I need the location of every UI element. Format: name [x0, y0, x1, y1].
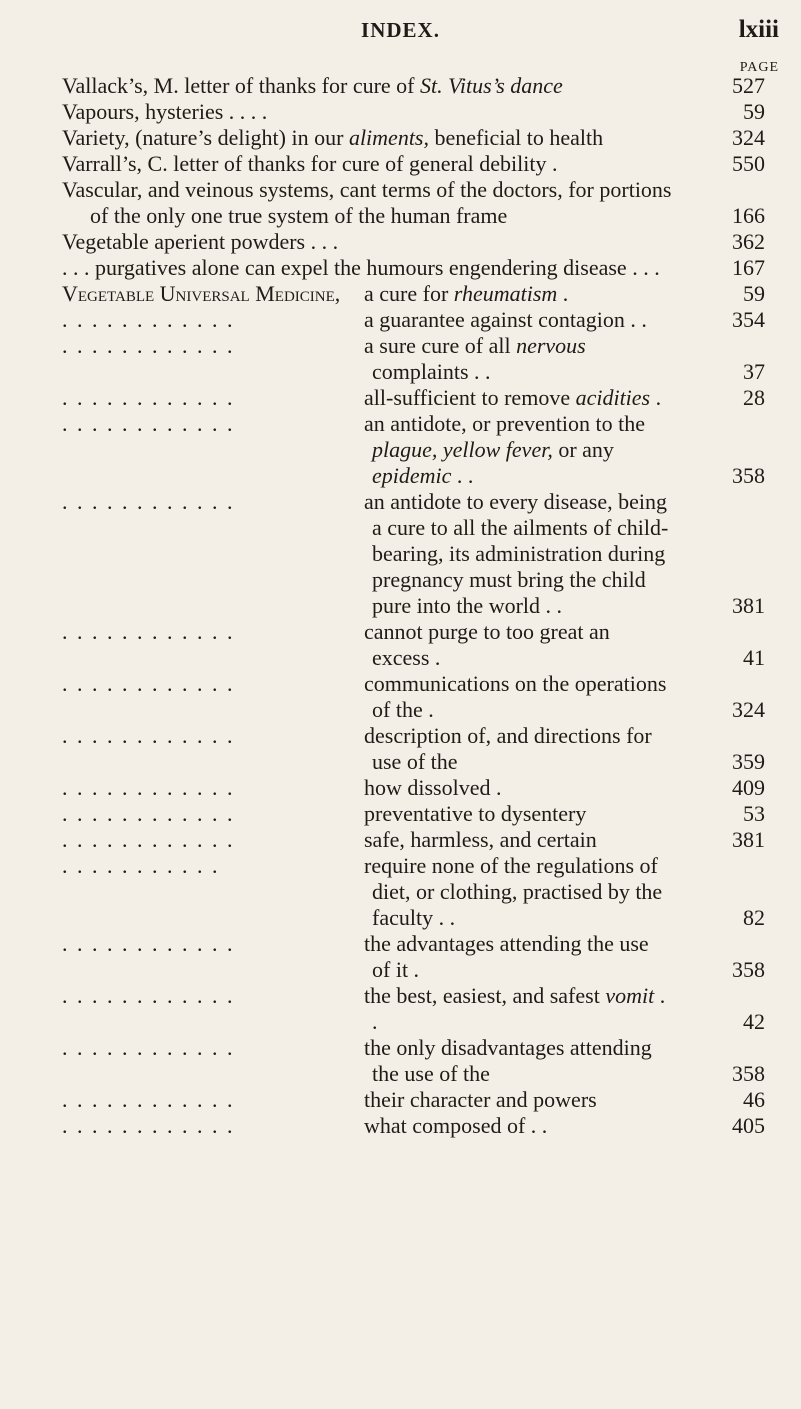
entry-page-number: 527: [732, 73, 765, 98]
index-entry: [62, 1087, 765, 1113]
entry-text: [62, 983, 765, 1035]
entry-page-number: 381: [732, 593, 765, 618]
index-entry: [62, 1035, 765, 1087]
leader-dots: . . . . . . . . . . . .: [62, 983, 235, 1008]
entry-italic: plague, yellow fever,: [372, 437, 553, 462]
entry-italic: acidities: [575, 385, 651, 410]
leader-dots: . . . . . . . . . . . .: [62, 333, 235, 358]
entry-page-number: 405: [732, 1113, 765, 1138]
entry-phrase: or any: [552, 437, 614, 462]
index-entry: [62, 73, 765, 99]
entry-page-number: 381: [732, 827, 765, 852]
entry-phrase: all-sufficient to remove: [364, 385, 576, 410]
entry-phrase: Varrall’s, C. letter of thanks for cure of general debility .: [62, 151, 558, 176]
entry-text: [62, 333, 765, 385]
entry-page-number: 362: [732, 229, 765, 254]
entry-page-number: 359: [732, 749, 765, 774]
entry-phrase: . . . purgatives alone can expel the humours engendering disease . . .: [62, 255, 660, 280]
index-entries: [62, 73, 765, 1139]
running-head-title: INDEX.: [361, 18, 440, 42]
entry-phrase: a guarantee against contagion . .: [364, 307, 647, 332]
index-entry: [62, 931, 765, 983]
page-column-label: PAGE: [739, 60, 779, 75]
entry-phrase: a cure for: [364, 281, 454, 306]
index-entry: [62, 775, 765, 801]
index-entry: [62, 177, 765, 229]
leader-dots: . . . . . . . . . . . .: [62, 619, 235, 644]
entry-phrase: complaints . .: [372, 359, 491, 384]
index-entry: [62, 827, 765, 853]
entry-phrase: an antidote, or prevention to the: [364, 411, 646, 436]
entry-phrase: their character and powers: [364, 1087, 597, 1112]
entry-phrase: an antidote to every disease, being a cure to all the ailments of child-bearing, its administration during pregnancy must bring the child pure into the world . .: [364, 489, 669, 618]
entry-phrase: description of, and directions for use of the: [364, 723, 652, 774]
entry-text: [62, 1113, 765, 1139]
leader-dots: . . . . . . . . . . . .: [62, 1113, 235, 1138]
index-entry: [62, 411, 765, 489]
entry-text: [62, 307, 765, 333]
entry-text: [62, 671, 765, 723]
entry-phrase: cannot purge to too great an excess .: [364, 619, 610, 670]
entry-italic: epidemic: [372, 463, 452, 488]
index-entry: [62, 151, 765, 177]
entry-page-number: 42: [743, 1009, 765, 1034]
index-entry: [62, 671, 765, 723]
entry-phrase: .: [557, 281, 569, 306]
index-entry: [62, 229, 765, 255]
entry-page-number: 28: [743, 385, 765, 410]
index-entry: [62, 385, 765, 411]
entry-text: [62, 801, 765, 827]
entry-phrase: require none of the regulations of diet, or clothing, practised by the faculty . .: [364, 853, 663, 930]
entry-text: [62, 489, 765, 619]
entry-phrase: . .: [451, 463, 474, 488]
entry-italic: nervous: [516, 333, 586, 358]
entry-phrase: Variety, (nature’s delight) in our: [62, 125, 349, 150]
index-entry: [62, 853, 765, 931]
index-entry: [62, 1113, 765, 1139]
entry-phrase: safe, harmless, and certain: [364, 827, 597, 852]
entry-text: [62, 229, 765, 255]
entry-page-number: 59: [743, 281, 765, 306]
entry-text: [62, 827, 765, 853]
entry-text: [62, 723, 765, 775]
entry-phrase: communications on the operations of the .: [364, 671, 667, 722]
index-entry: [62, 723, 765, 775]
leader-dots: . . . . . . . . . . . .: [62, 671, 235, 696]
index-entry: [62, 333, 765, 385]
leader-dots: . . . . . . . . . . . .: [62, 385, 235, 410]
index-entry: [62, 983, 765, 1035]
entry-text: [62, 775, 765, 801]
entry-phrase: the only disadvantages attending the use of the: [364, 1035, 652, 1086]
entry-page-number: 166: [732, 203, 765, 228]
entry-phrase: beneficial to health: [429, 125, 604, 150]
entry-italic: rheumatism: [453, 281, 558, 306]
entry-page-number: 358: [732, 957, 765, 982]
index-entry: [62, 801, 765, 827]
index-entry: [62, 99, 765, 125]
entry-page-number: 354: [732, 307, 765, 332]
entry-phrase: Vegetable aperient powders . . .: [62, 229, 339, 254]
entry-page-number: 41: [743, 645, 765, 670]
entry-page-number: 53: [743, 801, 765, 826]
entry-phrase: the advantages attending the use of it .: [364, 931, 649, 982]
entry-text: [62, 411, 765, 489]
entry-phrase: Vapours, hysteries . . . .: [62, 99, 268, 124]
entry-phrase: .: [650, 385, 662, 410]
entry-page-number: 324: [732, 697, 765, 722]
entry-text: [62, 281, 765, 307]
entry-italic: aliments,: [348, 125, 429, 150]
leader-dots: . . . . . . . . . . . .: [62, 801, 235, 826]
leader-dots: . . . . . . . . . . . .: [62, 489, 235, 514]
entry-phrase: how dissolved .: [364, 775, 502, 800]
entry-text: [62, 931, 765, 983]
entry-heading: Vegetable Universal Medicine,: [62, 281, 341, 306]
entry-phrase: what composed of . .: [364, 1113, 548, 1138]
entry-page-number: 358: [732, 1061, 765, 1086]
entry-page-number: 167: [732, 255, 765, 280]
running-head-page-number: lxiii: [738, 16, 779, 43]
leader-dots: . . . . . . . . . . . .: [62, 827, 235, 852]
leader-dots: . . . . . . . . . . . .: [62, 307, 235, 332]
entry-text: [62, 1035, 765, 1087]
entry-phrase: a sure cure of all: [364, 333, 517, 358]
index-entry: [62, 125, 765, 151]
index-entry: [62, 619, 765, 671]
index-entry: [62, 281, 765, 307]
index-entry: [62, 255, 765, 281]
entry-page-number: 358: [732, 463, 765, 488]
index-entry: [62, 489, 765, 619]
entry-phrase: Vascular, and veinous systems, cant terms of the doctors, for portions of the only one true system of the human frame: [62, 177, 672, 228]
entry-text: [62, 619, 765, 671]
entry-page-number: 59: [743, 99, 765, 124]
entry-text: [62, 73, 765, 99]
entry-page-number: 409: [732, 775, 765, 800]
entry-text: [62, 385, 765, 411]
entry-italic: vomit: [605, 983, 655, 1008]
entry-italic: St. Vitus’s dance: [420, 73, 563, 98]
entry-text: [62, 1087, 765, 1113]
entry-text: [62, 177, 765, 229]
entry-page-number: 550: [732, 151, 765, 176]
leader-dots: . . . . . . . . . . . .: [62, 1035, 235, 1060]
leader-dots: . . . . . . . . . . . .: [62, 723, 235, 748]
entry-page-number: 46: [743, 1087, 765, 1112]
entry-page-number: 324: [732, 125, 765, 150]
leader-dots: . . . . . . . . . . . .: [62, 411, 235, 436]
entry-text: [62, 99, 765, 125]
entry-phrase: preventative to dysentery: [364, 801, 587, 826]
leader-dots: . . . . . . . . . . . .: [62, 931, 235, 956]
leader-dots: . . . . . . . . . . .: [62, 853, 220, 878]
entry-phrase: the best, easiest, and safest: [364, 983, 606, 1008]
leader-dots: . . . . . . . . . . . .: [62, 1087, 235, 1112]
entry-text: [62, 125, 765, 151]
entry-page-number: 82: [743, 905, 765, 930]
entry-phrase: . .: [372, 983, 666, 1034]
entry-phrase: Vallack’s, M. letter of thanks for cure of: [62, 73, 420, 98]
leader-dots: . . . . . . . . . . . .: [62, 775, 235, 800]
entry-text: [62, 255, 765, 281]
entry-text: [62, 151, 765, 177]
entry-page-number: 37: [743, 359, 765, 384]
index-entry: [62, 307, 765, 333]
entry-text: [62, 853, 765, 931]
